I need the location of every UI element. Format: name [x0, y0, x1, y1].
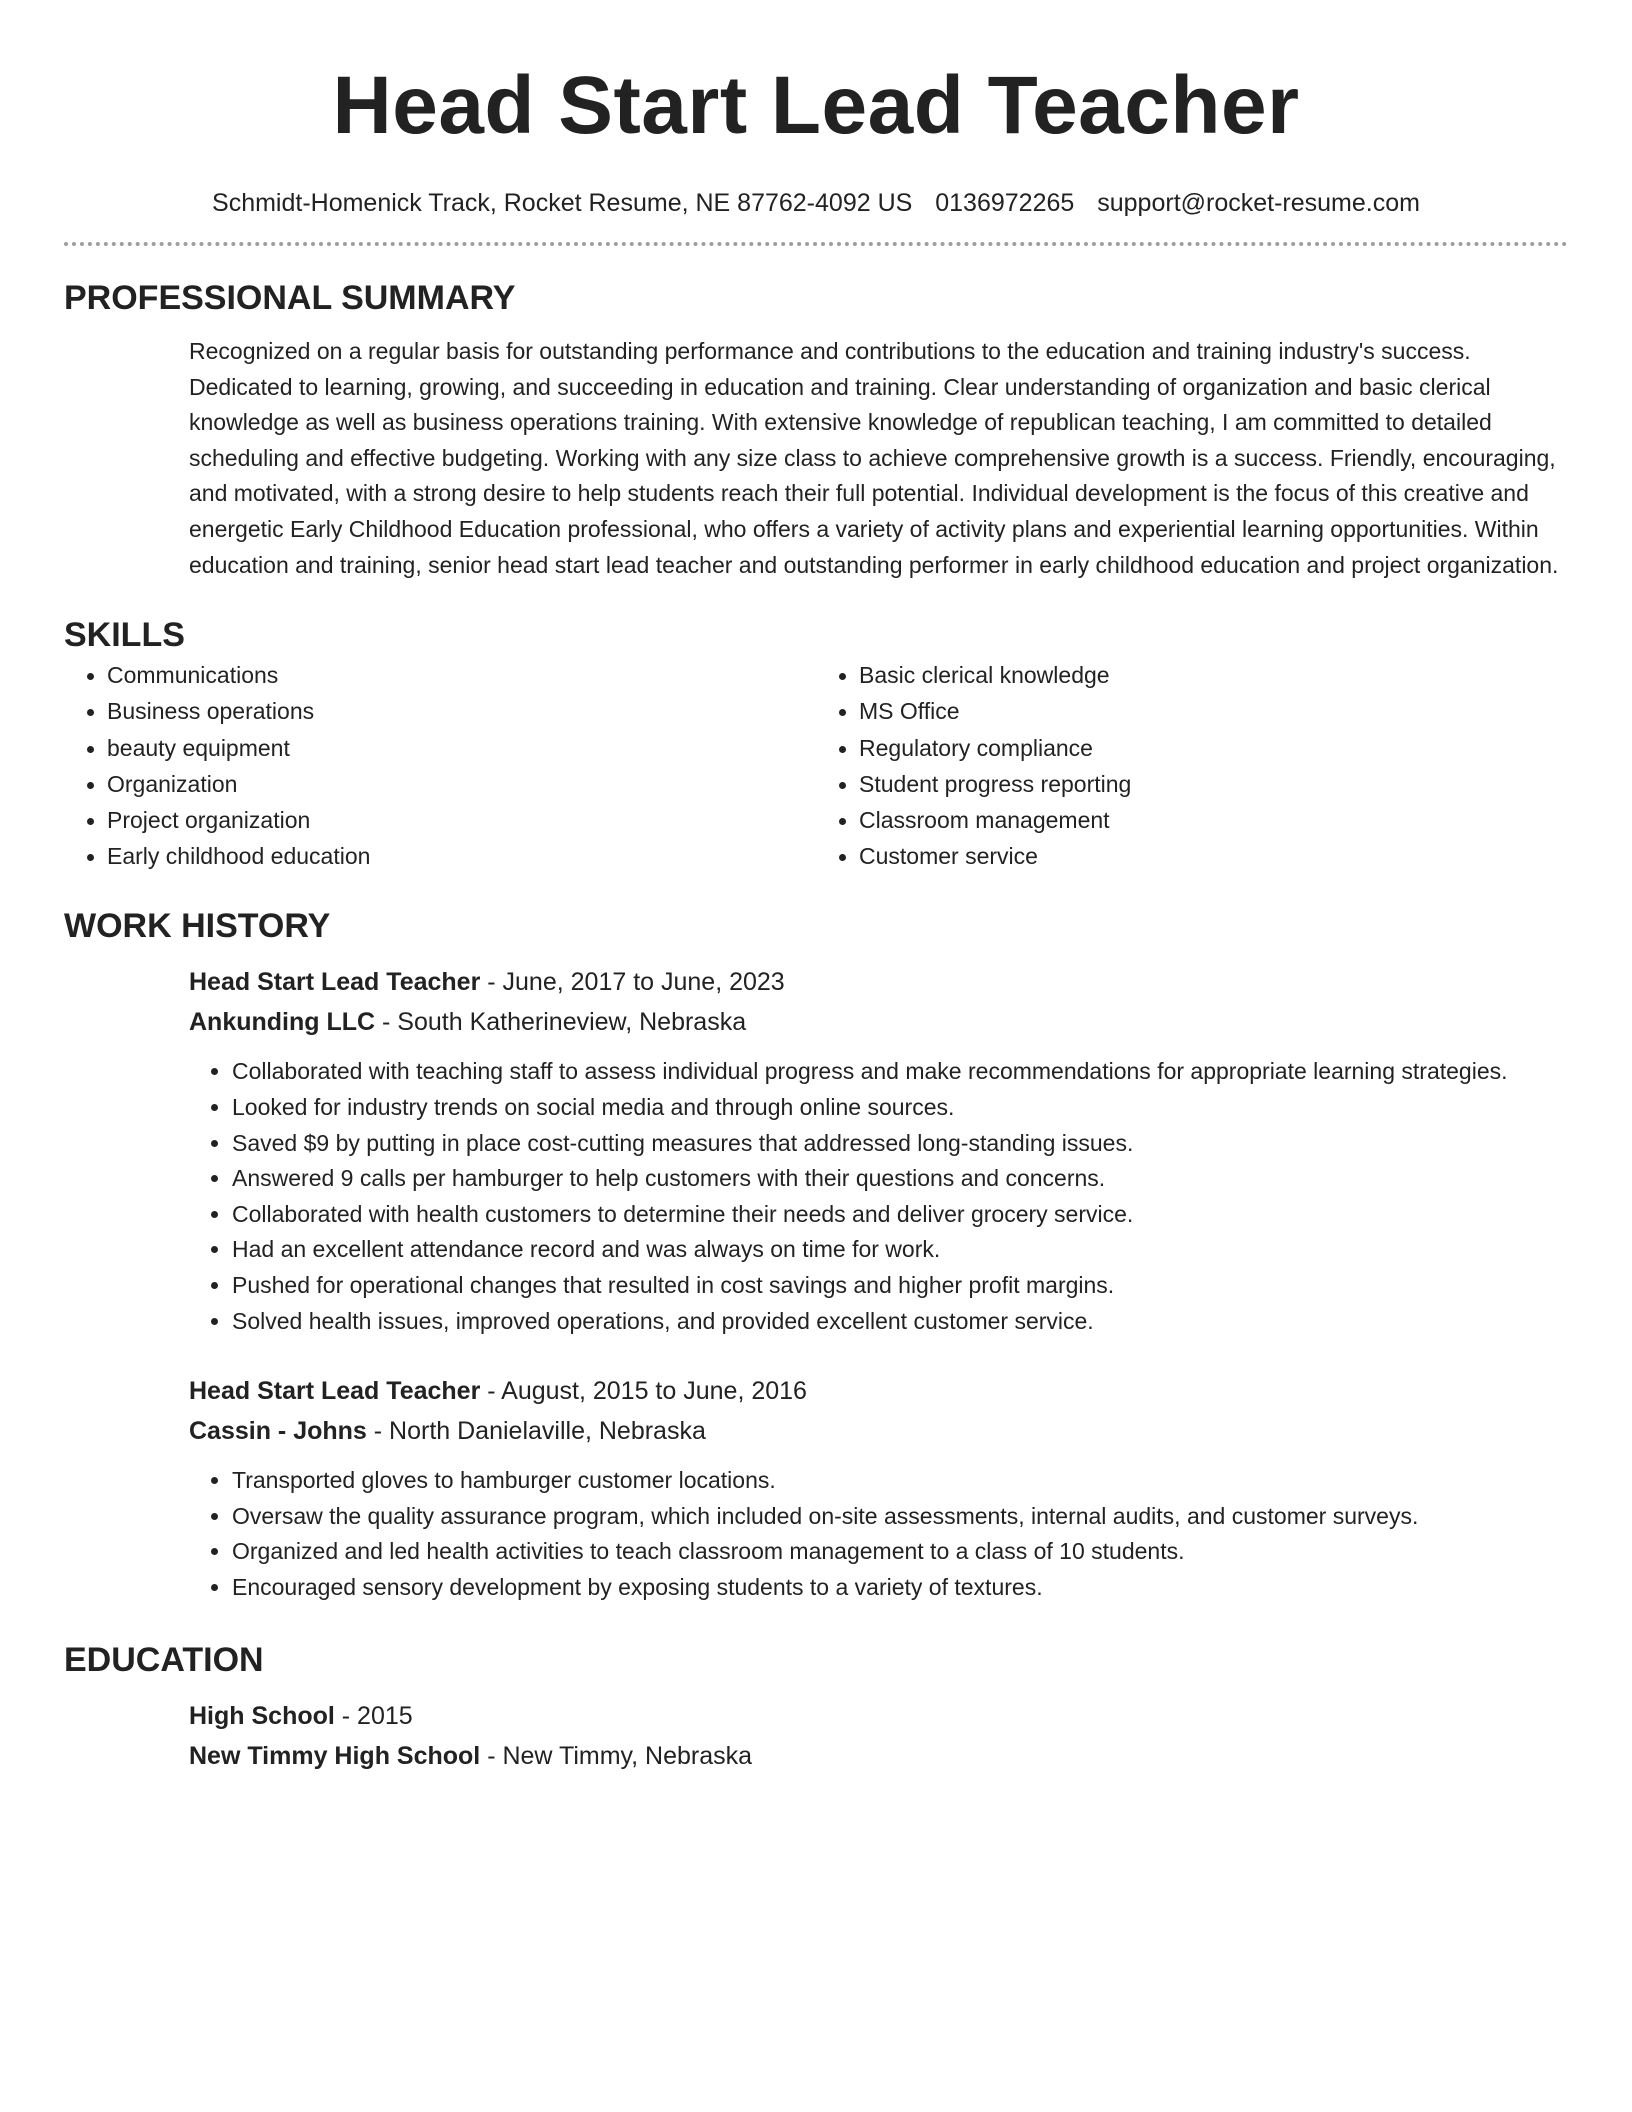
contact-address: Schmidt-Homenick Track, Rocket Resume, NE 87762-4092 US [212, 189, 913, 217]
job-bullets [189, 1463, 1568, 1605]
job-location: - South Katherineview, Nebraska [375, 1008, 747, 1037]
skill-item: • Regulatory compliance [859, 730, 1568, 766]
education-year: - 2015 [334, 1701, 413, 1730]
skill-item: • Organization [107, 766, 816, 802]
job-title-line [189, 1371, 1568, 1411]
skills-list [64, 657, 1568, 874]
education-body [189, 1696, 1568, 1776]
skill-item: • Customer service [859, 838, 1568, 874]
job-location: - North Danielaville, Nebraska [366, 1417, 706, 1446]
job-bullet: • Solved health issues, improved operations, and provided excellent customer service. [232, 1304, 1568, 1340]
skill-item: • Student progress reporting [859, 766, 1568, 802]
education-school-line [189, 1736, 1568, 1776]
job-bullet: • Transported gloves to hamburger customer locations. [232, 1463, 1568, 1499]
job-entry [189, 1371, 1568, 1605]
skill-item: • Business operations [107, 693, 816, 729]
resume-header [64, 0, 1568, 218]
work-history-section [64, 904, 1568, 1605]
job-bullet: • Answered 9 calls per hamburger to help customers with their questions and concerns. [232, 1161, 1568, 1197]
contact-line [64, 188, 1568, 218]
job-bullet: • Oversaw the quality assurance program, which included on-site assessments, internal audits, and customer surveys. [232, 1499, 1568, 1535]
job-bullet: • Encouraged sensory development by exposing students to a variety of textures. [232, 1570, 1568, 1606]
education-location: - New Timmy, Nebraska [480, 1741, 753, 1770]
education-section [64, 1638, 1568, 1776]
skill-item: • MS Office [859, 693, 1568, 729]
job-bullet: • Looked for industry trends on social media and through online sources. [232, 1090, 1568, 1126]
job-company: Cassin - Johns [189, 1417, 367, 1446]
education-heading: EDUCATION [64, 1640, 264, 1679]
job-bullet: • Had an excellent attendance record and was always on time for work. [232, 1232, 1568, 1268]
summary-text: Recognized on a regular basis for outstanding performance and contributions to the education and training industry's success. Dedicated to learning, growing, and succeeding in education and training. Clear understanding of organization and basic clerical knowledge as well as business operations training. With extensive knowledge of republican teaching, I am committed to detailed scheduling and effective budgeting. Working with any size class to achieve comprehensive growth is a success. Friendly, encouraging, and motivated, with a strong desire to help students reach their full potential. Individual development is the focus of this creative and energetic Early Childhood Education professional, who offers a variety of activity plans and experiential learning opportunities. Within education and training, senior head start lead teacher and outstanding performer in early childhood education and project organization. [189, 338, 1559, 578]
job-bullet: • Collaborated with teaching staff to assess individual progress and make recommendations for appropriate learning strategies. [232, 1054, 1568, 1090]
contact-phone: 0136972265 [935, 189, 1075, 217]
job-company-line [189, 1002, 1568, 1042]
skill-item: • Early childhood education [107, 838, 816, 874]
work-history-heading: WORK HISTORY [64, 907, 331, 946]
education-school: New Timmy High School [189, 1741, 481, 1770]
education-degree-line [189, 1696, 1568, 1736]
summary-heading: PROFESSIONAL SUMMARY [64, 279, 516, 317]
skill-item: • Project organization [107, 802, 816, 838]
candidate-name: Head Start Lead Teacher [332, 60, 1300, 151]
job-bullet: • Pushed for operational changes that resulted in cost savings and higher profit margins. [232, 1268, 1568, 1304]
job-title-line [189, 962, 1568, 1002]
summary-body [189, 334, 1568, 583]
job-company: Ankunding LLC [189, 1008, 376, 1037]
job-company-line [189, 1411, 1568, 1451]
skill-item: • Communications [107, 657, 816, 693]
summary-section [64, 276, 1568, 583]
job-dates: - June, 2017 to June, 2023 [480, 968, 785, 997]
skills-column-right [816, 657, 1568, 874]
job-role: Head Start Lead Teacher [189, 1377, 481, 1406]
skills-heading: SKILLS [64, 616, 185, 655]
skills-section [64, 613, 1568, 874]
skill-item: • Basic clerical knowledge [859, 657, 1568, 693]
job-bullets [189, 1054, 1568, 1339]
skill-item: • beauty equipment [107, 730, 816, 766]
job-dates: - August, 2015 to June, 2016 [480, 1377, 807, 1406]
job-role: Head Start Lead Teacher [189, 968, 481, 997]
contact-email: support@rocket-resume.com [1097, 189, 1420, 217]
skills-column-left [64, 657, 816, 874]
skill-item: • Classroom management [859, 802, 1568, 838]
job-bullet: • Collaborated with health customers to determine their needs and deliver grocery service. [232, 1197, 1568, 1233]
job-bullet: • Organized and led health activities to teach classroom management to a class of 10 students. [232, 1534, 1568, 1570]
education-degree: High School [189, 1701, 335, 1730]
job-entry [189, 962, 1568, 1339]
job-bullet: • Saved $9 by putting in place cost-cutting measures that addressed long-standing issues. [232, 1126, 1568, 1162]
work-history-body [189, 962, 1568, 1605]
header-divider [64, 242, 1568, 246]
